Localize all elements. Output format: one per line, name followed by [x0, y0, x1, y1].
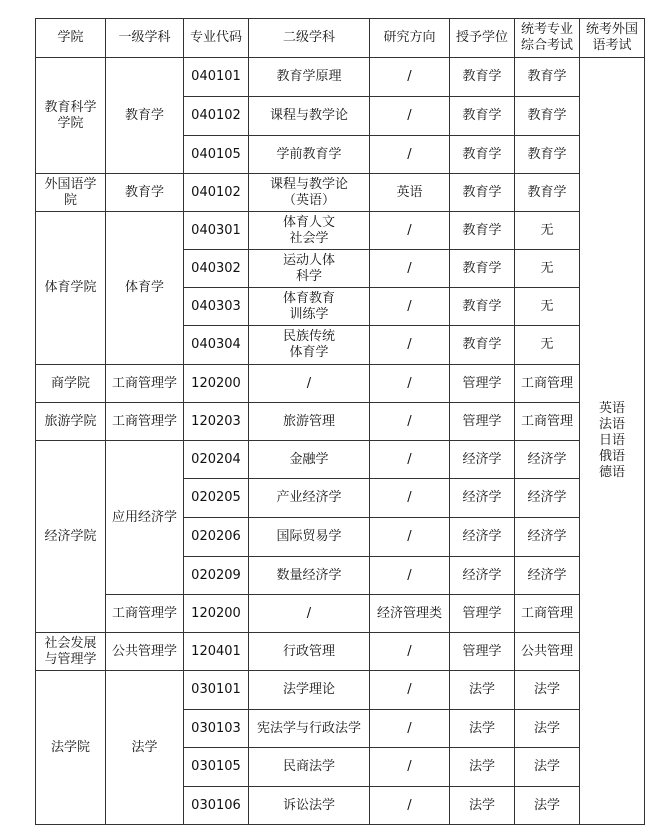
major-code-cell: 120200 — [184, 595, 249, 633]
research-direction-cell: / — [370, 479, 450, 518]
major-code-cell: 030101 — [184, 671, 249, 710]
research-direction-cell: / — [370, 403, 450, 441]
table-row — [36, 441, 645, 479]
major-exam-cell: 经济学 — [515, 557, 580, 595]
college-cell: 商学院 — [36, 365, 106, 403]
major-exam-cell: 法学 — [515, 748, 580, 787]
major-code-cell: 030106 — [184, 787, 249, 825]
degree-cell: 经济学 — [450, 518, 515, 557]
research-direction-cell: / — [370, 212, 450, 250]
table-row — [36, 671, 645, 710]
first-discipline-cell: 体育学 — [106, 212, 184, 365]
major-code-cell: 020205 — [184, 479, 249, 518]
major-exam-cell: 工商管理 — [515, 403, 580, 441]
major-exam-cell: 法学 — [515, 710, 580, 748]
major-exam-cell: 教育学 — [515, 136, 580, 174]
major-exam-cell: 经济学 — [515, 441, 580, 479]
first-discipline-cell: 工商管理学 — [106, 595, 184, 633]
research-direction-cell: / — [370, 97, 450, 136]
header-research-direction: 研究方向 — [370, 19, 450, 58]
major-code-cell: 120203 — [184, 403, 249, 441]
table-row — [36, 174, 645, 212]
degree-cell: 法学 — [450, 787, 515, 825]
college-cell: 外国语学 院 — [36, 174, 106, 212]
table-row — [36, 403, 645, 441]
degree-cell: 教育学 — [450, 212, 515, 250]
header-college: 学院 — [36, 19, 106, 58]
degree-cell: 管理学 — [450, 365, 515, 403]
research-direction-cell: / — [370, 518, 450, 557]
degree-cell: 经济学 — [450, 557, 515, 595]
admissions-table-container — [35, 18, 645, 825]
degree-cell: 教育学 — [450, 326, 515, 365]
major-code-cell: 020204 — [184, 441, 249, 479]
major-code-cell: 020209 — [184, 557, 249, 595]
header-degree: 授予学位 — [450, 19, 515, 58]
table-row — [36, 595, 645, 633]
second-discipline-cell: 宪法学与行政法学 — [249, 710, 370, 748]
first-discipline-cell: 工商管理学 — [106, 365, 184, 403]
research-direction-cell: / — [370, 288, 450, 326]
first-discipline-cell: 公共管理学 — [106, 633, 184, 671]
second-discipline-cell: 金融学 — [249, 441, 370, 479]
research-direction-cell: / — [370, 441, 450, 479]
second-discipline-cell: 法学理论 — [249, 671, 370, 710]
college-cell: 体育学院 — [36, 212, 106, 365]
research-direction-cell: / — [370, 633, 450, 671]
major-code-cell: 030103 — [184, 710, 249, 748]
second-discipline-cell: 体育教育 训练学 — [249, 288, 370, 326]
second-discipline-cell: / — [249, 365, 370, 403]
major-exam-cell: 公共管理 — [515, 633, 580, 671]
research-direction-cell: 经济管理类 — [370, 595, 450, 633]
degree-cell: 管理学 — [450, 595, 515, 633]
first-discipline-cell: 应用经济学 — [106, 441, 184, 595]
second-discipline-cell: 数量经济学 — [249, 557, 370, 595]
research-direction-cell: / — [370, 365, 450, 403]
second-discipline-cell: 诉讼法学 — [249, 787, 370, 825]
college-cell: 社会发展 与管理学 — [36, 633, 106, 671]
major-exam-cell: 经济学 — [515, 518, 580, 557]
first-discipline-cell: 工商管理学 — [106, 403, 184, 441]
first-discipline-cell: 教育学 — [106, 58, 184, 174]
major-code-cell: 040304 — [184, 326, 249, 365]
header-second-discipline: 二级学科 — [249, 19, 370, 58]
major-code-cell: 030105 — [184, 748, 249, 787]
second-discipline-cell: 民商法学 — [249, 748, 370, 787]
major-code-cell: 040301 — [184, 212, 249, 250]
degree-cell: 教育学 — [450, 97, 515, 136]
degree-cell: 教育学 — [450, 250, 515, 288]
second-discipline-cell: 产业经济学 — [249, 479, 370, 518]
research-direction-cell: / — [370, 326, 450, 365]
table-row — [36, 58, 645, 97]
research-direction-cell: / — [370, 58, 450, 97]
degree-cell: 经济学 — [450, 479, 515, 518]
second-discipline-cell: 国际贸易学 — [249, 518, 370, 557]
degree-cell: 法学 — [450, 710, 515, 748]
research-direction-cell: / — [370, 250, 450, 288]
second-discipline-cell: 旅游管理 — [249, 403, 370, 441]
header-first-discipline: 一级学科 — [106, 19, 184, 58]
second-discipline-cell: 行政管理 — [249, 633, 370, 671]
degree-cell: 管理学 — [450, 403, 515, 441]
header-major-exam: 统考专业 综合考试 — [515, 19, 580, 58]
second-discipline-cell: 民族传统 体育学 — [249, 326, 370, 365]
research-direction-cell: / — [370, 748, 450, 787]
degree-cell: 教育学 — [450, 136, 515, 174]
major-code-cell: 040102 — [184, 97, 249, 136]
table-row — [36, 365, 645, 403]
major-exam-cell: 无 — [515, 288, 580, 326]
first-discipline-cell: 法学 — [106, 671, 184, 825]
first-discipline-cell: 教育学 — [106, 174, 184, 212]
research-direction-cell: / — [370, 136, 450, 174]
research-direction-cell: / — [370, 787, 450, 825]
major-code-cell: 040101 — [184, 58, 249, 97]
major-code-cell: 040303 — [184, 288, 249, 326]
table-row — [36, 633, 645, 671]
header-row — [36, 19, 645, 58]
major-exam-cell: 无 — [515, 326, 580, 365]
degree-cell: 教育学 — [450, 174, 515, 212]
degree-cell: 教育学 — [450, 288, 515, 326]
major-exam-cell: 工商管理 — [515, 365, 580, 403]
research-direction-cell: / — [370, 710, 450, 748]
major-exam-cell: 无 — [515, 212, 580, 250]
major-exam-cell: 教育学 — [515, 58, 580, 97]
second-discipline-cell: / — [249, 595, 370, 633]
college-cell: 旅游学院 — [36, 403, 106, 441]
major-code-cell: 040302 — [184, 250, 249, 288]
research-direction-cell: / — [370, 557, 450, 595]
second-discipline-cell: 学前教育学 — [249, 136, 370, 174]
major-exam-cell: 法学 — [515, 787, 580, 825]
college-cell: 教育科学 学院 — [36, 58, 106, 174]
table-row — [36, 212, 645, 250]
second-discipline-cell: 体育人文 社会学 — [249, 212, 370, 250]
major-exam-cell: 工商管理 — [515, 595, 580, 633]
major-code-cell: 120200 — [184, 365, 249, 403]
research-direction-cell: / — [370, 671, 450, 710]
header-major-code: 专业代码 — [184, 19, 249, 58]
major-code-cell: 020206 — [184, 518, 249, 557]
foreign-language-cell: 英语 法语 日语 俄语 德语 — [580, 58, 645, 825]
major-code-cell: 040102 — [184, 174, 249, 212]
degree-cell: 经济学 — [450, 441, 515, 479]
college-cell: 经济学院 — [36, 441, 106, 633]
major-code-cell: 040105 — [184, 136, 249, 174]
major-exam-cell: 无 — [515, 250, 580, 288]
major-exam-cell: 经济学 — [515, 479, 580, 518]
second-discipline-cell: 课程与教学论 （英语） — [249, 174, 370, 212]
header-language-exam: 统考外国 语考试 — [580, 19, 645, 58]
major-exam-cell: 教育学 — [515, 174, 580, 212]
research-direction-cell: 英语 — [370, 174, 450, 212]
major-exam-cell: 法学 — [515, 671, 580, 710]
major-exam-cell: 教育学 — [515, 97, 580, 136]
degree-cell: 教育学 — [450, 58, 515, 97]
admissions-table — [35, 18, 645, 825]
second-discipline-cell: 运动人体 科学 — [249, 250, 370, 288]
degree-cell: 法学 — [450, 671, 515, 710]
degree-cell: 法学 — [450, 748, 515, 787]
college-cell: 法学院 — [36, 671, 106, 825]
major-code-cell: 120401 — [184, 633, 249, 671]
second-discipline-cell: 教育学原理 — [249, 58, 370, 97]
second-discipline-cell: 课程与教学论 — [249, 97, 370, 136]
degree-cell: 管理学 — [450, 633, 515, 671]
